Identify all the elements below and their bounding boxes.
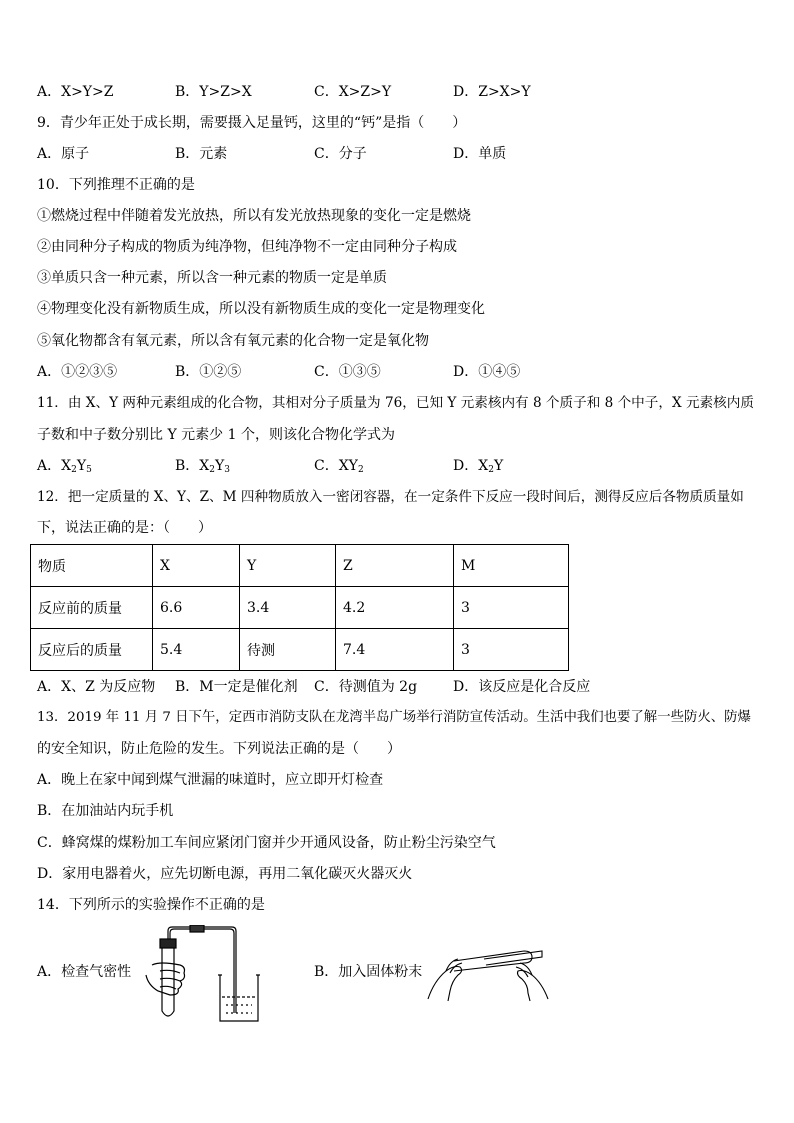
table-cell: 反应后的质量 (31, 629, 153, 671)
table-cell: 3 (454, 629, 569, 671)
q8-option-d: D．Z>X>Y (453, 84, 531, 100)
q10-statement-1: ①燃烧过程中伴随着发光放热，所以有发光放热现象的变化一定是燃烧 (37, 208, 471, 224)
table-row (31, 629, 569, 671)
table-cell: 5.4 (153, 629, 240, 671)
q9-option-d: D．单质 (453, 146, 507, 162)
q8-option-b: B．Y>Z>X (175, 84, 252, 100)
q11-option-c: C．$XY_2$ (314, 458, 364, 475)
q14-stem: 14．下列所示的实验操作不正确的是 (37, 897, 265, 913)
q11-option-d: D．$X_2Y$ (453, 458, 504, 475)
q12-option-a: A．X、Z 为反应物 (37, 679, 156, 695)
q13-option-a: A．晚上在家中闻到煤气泄漏的味道时，应立即开灯检查 (37, 772, 384, 788)
table-cell: 3.4 (240, 587, 336, 629)
q11-stem-line2: 子数和中子数分别比 Y 元素少 1 个，则该化合物化学式为 (37, 427, 395, 443)
q13-stem-line1: 13．2019 年 11 月 7 日下午，定西市消防支队在龙湾半岛广场举行消防宣传活动。生活中我们也要了解一些防火、防爆 (37, 710, 751, 725)
q11-option-b: B．$X_2Y_3$ (175, 458, 230, 475)
airtightness-check-illustration (140, 925, 265, 1025)
table-cell: 待测 (240, 629, 336, 671)
q13-option-c: C．蜂窝煤的煤粉加工车间应紧闭门窗并少开通风设备，防止粉尘污染空气 (37, 835, 496, 851)
q12-option-d: D．该反应是化合反应 (453, 679, 591, 695)
q8-option-a: A．X>Y>Z (37, 84, 114, 100)
q12-stem-line2: 下，说法正确的是：（ ） (37, 520, 212, 536)
q10-option-c: C．①③⑤ (314, 364, 381, 380)
q13-stem-line2: 的安全知识，防止危险的发生。下列说法正确的是（ ） (37, 741, 401, 757)
q10-option-b: B．①②⑤ (175, 364, 242, 380)
table-cell: 6.6 (153, 587, 240, 629)
table-row (31, 587, 569, 629)
q8-option-c: C．X>Z>Y (314, 84, 392, 100)
table-cell: Z (336, 545, 454, 587)
q10-statement-5: ⑤氧化物都含有氧元素，所以含有氧元素的化合物一定是氧化物 (37, 333, 429, 349)
q9-options (37, 144, 597, 164)
q9-option-a: A．原子 (37, 146, 90, 162)
q11-options (37, 456, 597, 476)
q10-options (37, 362, 597, 382)
q9-option-b: B．元素 (175, 146, 228, 162)
q12-options (37, 677, 597, 697)
q10-option-a: A．①②③⑤ (37, 364, 118, 380)
table-cell: M (454, 545, 569, 587)
q11-stem-line1: 11．由 X、Y 两种元素组成的化合物，其相对分子质量为 76，已知 Y 元素核内有 8 个质子和 8 个中子，X 元素核内质 (37, 395, 754, 411)
table-cell: 3 (454, 587, 569, 629)
q10-statement-3: ③单质只含一种元素，所以含一种元素的物质一定是单质 (37, 270, 387, 286)
table-cell: 物质 (31, 545, 153, 587)
table-cell: X (153, 545, 240, 587)
q13-option-b: B．在加油站内玩手机 (37, 803, 174, 819)
table-cell: 4.2 (336, 587, 454, 629)
q8-options (37, 82, 597, 102)
q10-statement-2: ②由同种分子构成的物质为纯净物，但纯净物不一定由同种分子构成 (37, 239, 457, 255)
q11-option-a: A．$X_2Y_5$ (37, 458, 92, 475)
q10-statement-4: ④物理变化没有新物质生成，所以没有新物质生成的变化一定是物理变化 (37, 301, 485, 317)
q13-option-d: D．家用电器着火，应先切断电源，再用二氧化碳灭火器灭火 (37, 866, 413, 882)
q12-option-b: B．M一定是催化剂 (175, 679, 298, 695)
q10-stem: 10．下列推理不正确的是 (37, 177, 195, 193)
q12-mass-table (30, 544, 569, 671)
q10-option-d: D．①④⑤ (453, 364, 521, 380)
adding-solid-powder-illustration (424, 937, 552, 1003)
q14-option-b-label: B．加入固体粉末 (314, 964, 423, 980)
q14-option-a-label: A．检查气密性 (37, 964, 132, 980)
table-cell: Y (240, 545, 336, 587)
q12-option-c: C．待测值为 2g (314, 679, 418, 695)
table-cell: 7.4 (336, 629, 454, 671)
q12-stem-line1: 12．把一定质量的 X、Y、Z、M 四种物质放入一密闭容器，在一定条件下反应一段时间后，测得反应后各物质质量如 (37, 489, 744, 505)
table-cell: 反应前的质量 (31, 587, 153, 629)
q9-option-c: C．分子 (314, 146, 367, 162)
q9-stem: 9．青少年正处于成长期，需要摄入足量钙，这里的“钙”是指（ ） (37, 115, 467, 131)
table-row (31, 545, 569, 587)
